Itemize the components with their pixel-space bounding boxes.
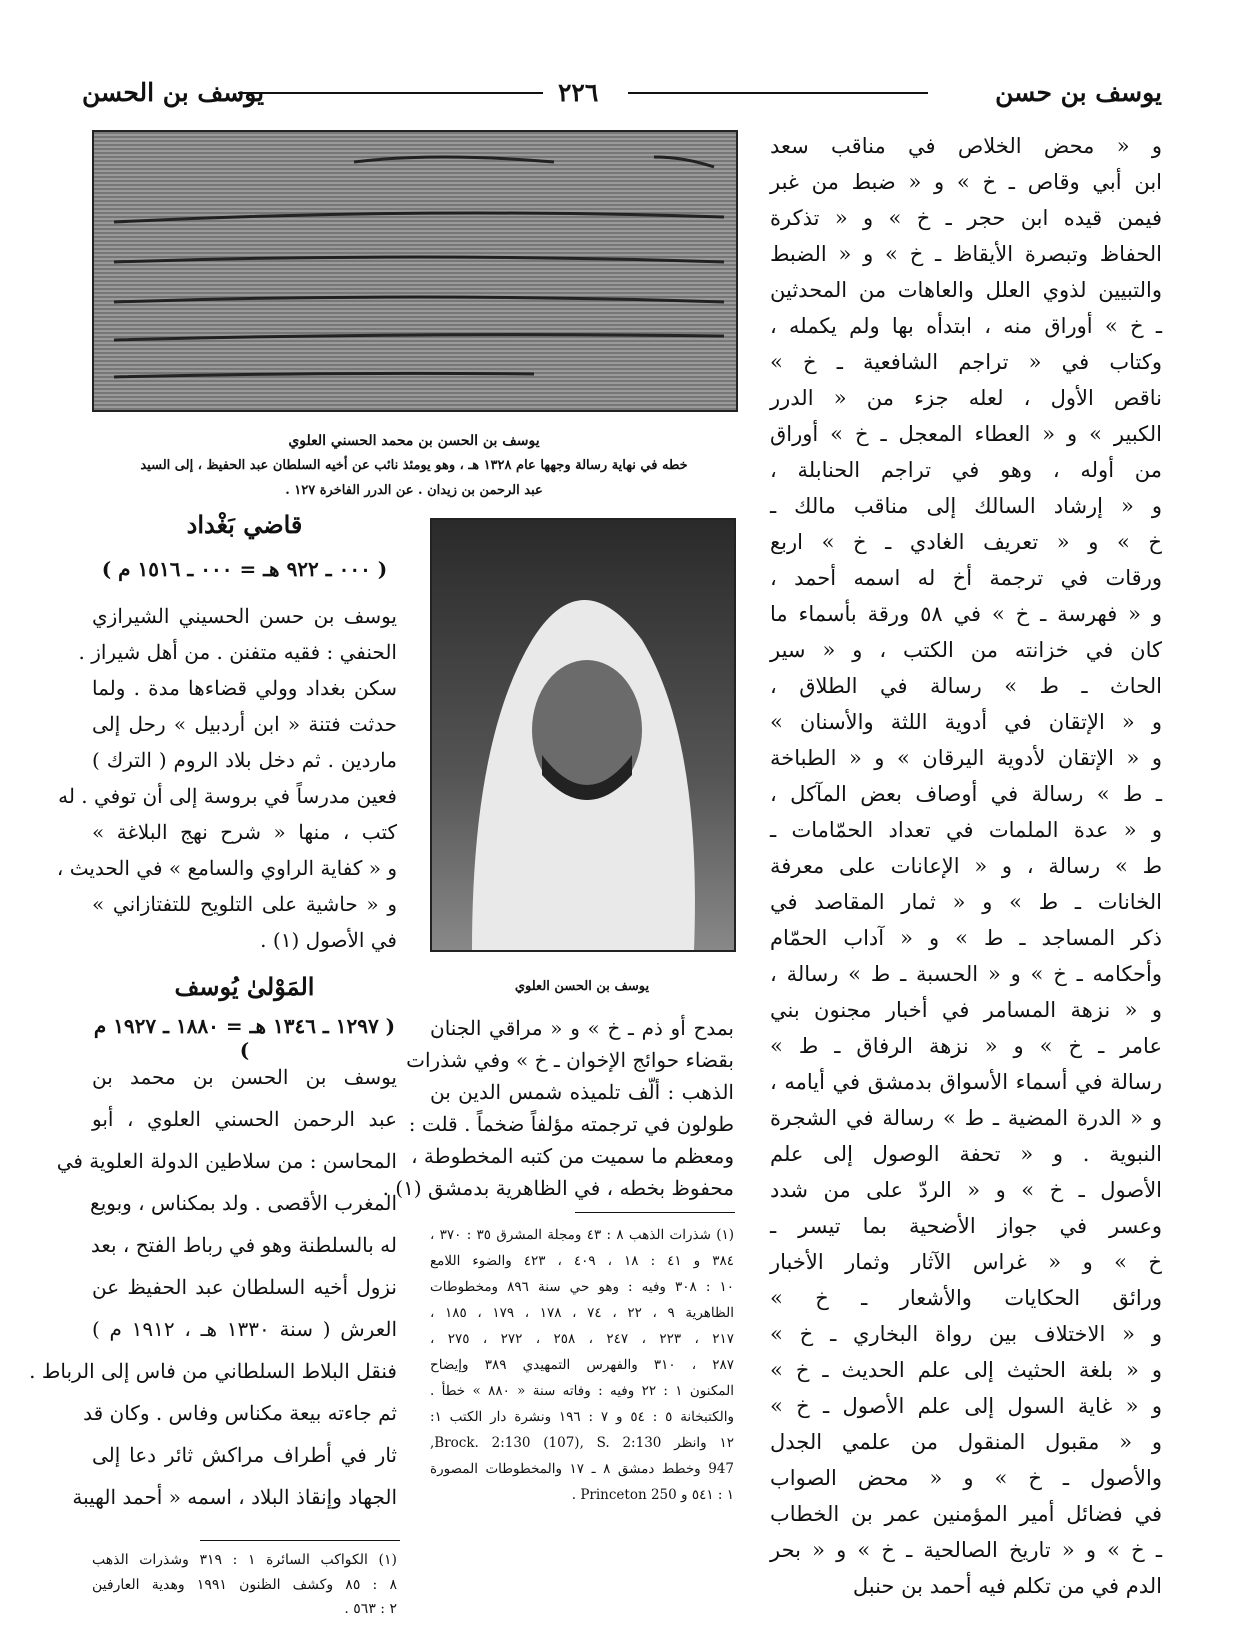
text-line: يوسف بن الحسن بن محمد بن — [92, 1065, 397, 1089]
text-line: من أوله ، وهو في تراجم الحنابلة ، — [770, 458, 1162, 482]
text-line: ورقات في ترجمة أخ له اسمه أحمد ، — [770, 566, 1162, 590]
text-line: ٨ : ٨٥ وكشف الظنون ١٩٩١ وهدية العارفين — [92, 1576, 397, 1593]
text-line: عبد الرحمن الحسني العلوي ، أبو — [92, 1107, 397, 1131]
manuscript-image — [92, 130, 738, 412]
entry-body — [29, 1056, 397, 1518]
text-line: يوسف بن حسن الحسيني الشيرازي — [92, 604, 397, 628]
text-line: فيمن قيده ابن حجر ـ خ » و « تذكرة — [770, 206, 1162, 230]
text-line: ثار في أطراف مراكش ثائر دعا إلى — [92, 1443, 397, 1467]
text-line: ذكر المساجد ـ ط » و « آداب الحمّام — [770, 926, 1162, 950]
text-line: رسالة في أسماء الأسواق بدمشق في أيامه ، — [770, 1070, 1162, 1094]
text-line: و « مقبول المنقول من علمي الجدل — [770, 1430, 1162, 1454]
text-line: طولون في ترجمته مؤلفاً ضخماً . قلت : — [408, 1112, 734, 1136]
entry-dates: ( ١٢٩٧ ـ ١٣٤٦ هـ = ١٨٨٠ ـ ١٩٢٧ م ) — [93, 1014, 396, 1062]
text-line: ماردين . ثم دخل بلاد الروم ( الترك ) — [92, 748, 397, 772]
text-line: (١) الكواكب السائرة ١ : ٣١٩ وشذرات الذهب — [92, 1552, 397, 1568]
text-line: ـ خ » أوراق منه ، ابتدأه بها ولم يكمله ، — [770, 314, 1162, 338]
page-number: ٢٢٦ — [558, 78, 599, 107]
text-line: له بالسلطنة وهو في رباط الفتح ، بعد — [90, 1233, 397, 1257]
photo-caption: يوسف بن الحسن العلوي — [514, 979, 650, 994]
text-line: المغرب الأقصى . ولد بمكناس ، وبويع — [90, 1191, 397, 1215]
text-line: و « حاشية على التلويح للتفتازاني » — [92, 892, 397, 916]
manuscript-caption-line2: عبد الرحمن بن زيدان . عن الدرر الفاخرة ١٢٧ . — [285, 483, 543, 498]
text-line: ٣٨٤ و ٤١ : ١٨ ، ٤٠٩ ، ٤٢٣ والضوء اللامع — [430, 1253, 734, 1269]
text-line: بقضاء حوائج الإخوان ـ خ » وفي شذرات — [406, 1048, 734, 1072]
text-line: ثم جاءته بيعة مكناس وفاس . وكان قد — [83, 1401, 397, 1425]
text-line: خ » و « تعريف الغادي ـ خ » اربع — [770, 530, 1162, 554]
text-line: و « الإتقان في أدوية اللثة والأسنان » — [770, 710, 1162, 734]
text-line: المحاسن : من سلاطين الدولة العلوية في — [56, 1149, 397, 1173]
text-line: المكنون ١ : ٢٢ وفيه : وفاته سنة « ٨٨٠ » خطأ . — [430, 1383, 734, 1399]
text-line: الكبير » و « العطاء المعجل ـ خ » أوراق — [770, 422, 1162, 446]
entry-dates: ( ٠٠٠ ـ ٩٢٢ هـ = ٠٠٠ ـ ١٥١٦ م ) — [101, 557, 388, 581]
text-line: ١ : ٥٤١ و Princeton 250 . — [571, 1487, 734, 1503]
text-line: ٢١٧ ، ٢٢٣ ، ٢٤٧ ، ٢٥٨ ، ٢٧٢ ، ٢٧٥ ، — [430, 1331, 734, 1347]
text-line: ومعظم ما سميت من كتبه المخطوطة ، — [411, 1144, 734, 1168]
text-line: خ » و « غراس الآثار وثمار الأخبار — [770, 1250, 1162, 1274]
text-line: و « عدة الملمات في تعداد الحمّامات ـ — [770, 818, 1162, 842]
text-line: الحنفي : فقيه متفنن . من أهل شيراز . — [78, 640, 397, 664]
text-line: فعين مدرساً في بروسة إلى أن توفي . له — [58, 784, 397, 808]
text-line: الأصول ـ خ » و « الردّ على من شدد — [770, 1178, 1162, 1202]
text-line: و « الاختلاف بين رواة البخاري ـ خ » — [770, 1322, 1162, 1346]
running-title-left: يوسف بن الحسن — [82, 78, 265, 107]
text-line: الدم في من تكلم فيه أحمد بن حنبل — [852, 1574, 1162, 1598]
text-line: ط » رسالة ، و « الإعانات على معرفة — [770, 854, 1162, 878]
text-line: كتب ، منها « شرح نهج البلاغة » — [92, 820, 397, 844]
text-line: ابن أبي وقاص ـ خ » و « ضبط من غبر — [770, 170, 1162, 194]
text-line: و « غاية السول إلى علم الأصول ـ خ » — [770, 1394, 1162, 1418]
text-line: الحفاظ وتبصرة الأيقاظ ـ خ » و « الضبط — [770, 242, 1162, 266]
text-line: في فضائل أمير المؤمنين عمر بن الخطاب — [770, 1502, 1162, 1526]
text-line: في الأصول (١) . — [260, 928, 397, 952]
text-line: ١٠ : ٣٠٨ وفيه : وهو حي سنة ٨٩٦ ومخطوطات — [430, 1279, 734, 1295]
text-line: الذهب : ألّف تلميذه شمس الدين بن — [430, 1080, 734, 1104]
header-rule-left — [238, 92, 543, 94]
running-title-right: يوسف بن حسن — [995, 78, 1162, 107]
text-line: ورائق الحكايات والأشعار ـ خ » — [770, 1286, 1162, 1310]
text-line: حدثت فتنة « ابن أردبيل » رحل إلى — [92, 712, 397, 736]
middle-column-text — [382, 1012, 734, 1204]
entry-heading-mawla-yusuf: المَوْلىٰ يُوسف — [174, 972, 315, 1001]
text-line: محفوظ بخطه ، في الظاهرية بدمشق (١) . — [382, 1176, 734, 1200]
text-line: الحاث ـ ط » رسالة في الطلاق ، — [770, 674, 1162, 698]
text-line: (١) شذرات الذهب ٨ : ٤٣ ومجلة المشرق ٣٥ : ٣٧٠ ، — [430, 1227, 735, 1243]
entry-body — [56, 598, 397, 958]
text-line: العرش ( سنة ١٣٣٠ هـ ، ١٩١٢ م ) — [92, 1317, 397, 1341]
text-line: ٢٨٧ ، ٣١٠ والفهرس التمهيدي ٣٨٩ وإيضاح — [430, 1357, 734, 1373]
text-line: ـ خ » و « تاريخ الصالحية ـ خ » و « بحر — [770, 1538, 1162, 1562]
entry-heading-qadi-baghdad: قاضي بَغْداد — [186, 510, 303, 539]
right-column-text — [770, 128, 1162, 1604]
text-line: كان في خزانته من الكتب ، و « سير — [770, 638, 1162, 662]
text-line: وأحكامه ـ خ » و « الحسبة ـ ط » رسالة ، — [770, 962, 1162, 986]
footnote-rule — [575, 1212, 735, 1213]
text-line: الظاهرية ٩ ، ٢٢ ، ٧٤ ، ١٧٨ ، ١٧٩ ، ١٨٥ ، — [430, 1305, 734, 1321]
text-line: النبوية . و « تحفة الوصول إلى علم — [770, 1142, 1162, 1166]
portrait-photo — [430, 518, 736, 952]
text-line: و « إرشاد السالك إلى مناقب مالك ـ — [770, 494, 1162, 518]
handwriting-strokes — [94, 132, 736, 410]
text-line: ١٢ وانظر Brock. 2:130 (107), S. 2:130, — [430, 1435, 734, 1451]
text-line: فنقل البلاط السلطاني من فاس إلى الرباط . — [29, 1359, 397, 1383]
text-line: وكتاب في « تراجم الشافعية ـ خ » — [770, 350, 1162, 374]
text-line: و « بلغة الحثيث إلى علم الحديث ـ خ » — [770, 1358, 1162, 1382]
manuscript-caption-line1: خطه في نهاية رسالة وجهها عام ١٣٢٨ هـ ، وهو يومئذ نائب عن أخيه السلطان عبد الحفيظ ، إلى السيد — [140, 458, 688, 473]
text-line: ـ ط » رسالة في أوصاف بعض المآكل ، — [770, 782, 1162, 806]
text-line: الجهاد وإنقاذ البلاد ، اسمه « أحمد الهيبة — [72, 1485, 397, 1509]
text-line: ٢ : ٥٦٣ . — [344, 1601, 397, 1617]
portrait-figure — [432, 520, 734, 950]
text-line: وعسر في جواز الأضحية بما تيسر ـ — [770, 1214, 1162, 1238]
text-line: والأصول ـ خ » و « محض الصواب — [770, 1466, 1162, 1490]
text-line: والكتبخانة ٥ : ٥٤ و ٧ : ١٩٦ ونشرة دار الكتب ١: — [430, 1409, 734, 1425]
text-line: و « كفاية الراوي والسامع » في الحديث ، — [56, 856, 397, 880]
footnote-rule — [200, 1540, 400, 1541]
text-line: الخانات ـ ط » و « ثمار المقاصد في — [770, 890, 1162, 914]
footnotes-middle — [430, 1222, 734, 1508]
text-line: و « نزهة المسامر في أخبار مجنون بني — [770, 998, 1162, 1022]
text-line: ناقص الأول ، لعله جزء من « الدرر — [770, 386, 1162, 410]
footnotes-left — [92, 1548, 397, 1622]
text-line: سكن بغداد وولي قضاءها مدة . ولما — [92, 676, 397, 700]
header-rule-right — [628, 92, 928, 94]
text-line: 947 وخطط دمشق ٨ ـ ١٧ والمخطوطات المصورة — [430, 1461, 734, 1477]
text-line: بمدح أو ذم ـ خ » و « مراقي الجنان — [430, 1016, 734, 1040]
text-line: والتبيين لذوي العلل والعاهات من المحدثين — [770, 278, 1162, 302]
text-line: و « الدرة المضية ـ ط » رسالة في الشجرة — [770, 1106, 1162, 1130]
text-line: عامر ـ خ » و « نزهة الرفاق ـ ط » — [770, 1034, 1162, 1058]
text-line: و « فهرسة ـ خ » في ٥٨ ورقة بأسماء ما — [770, 602, 1162, 626]
text-line: و « الإتقان لأدوية اليرقان » و « الطباخة — [770, 746, 1162, 770]
manuscript-caption-title: يوسف بن الحسن بن محمد الحسني العلوي — [288, 433, 540, 449]
text-line: و « محض الخلاص في مناقب سعد — [770, 134, 1162, 158]
text-line: نزول أخيه السلطان عبد الحفيظ عن — [92, 1275, 397, 1299]
